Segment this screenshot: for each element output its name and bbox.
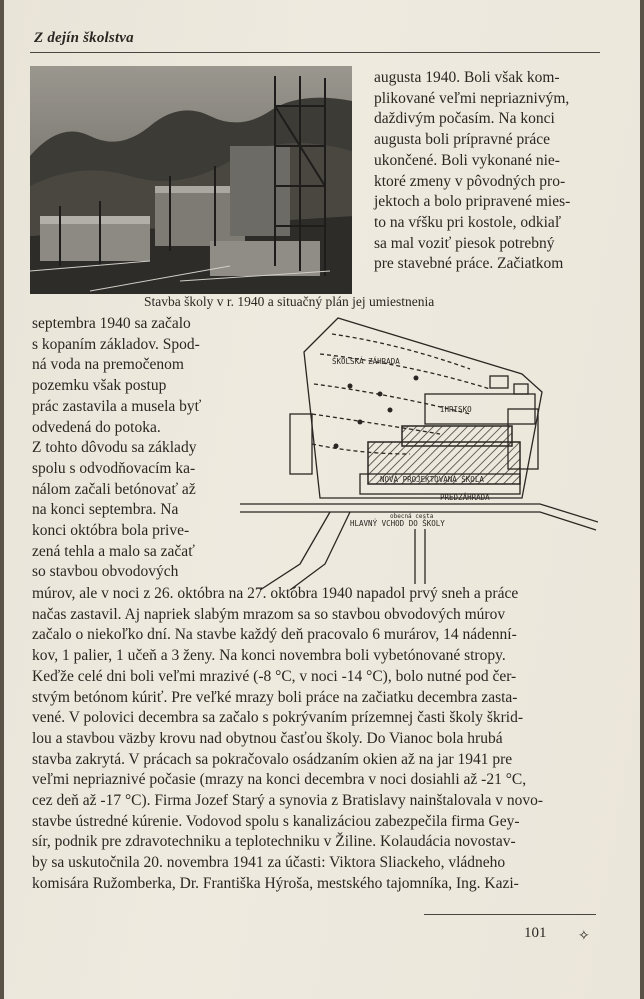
page-number: 101 [524,925,547,941]
footer-rule [424,914,596,915]
text-line: prác zastavila a musela byť [32,397,202,415]
text-line: stavbe ústredné kúrenie. Vodovod spolu s kanalizáciou zabezpečila firma Gey- [32,812,520,830]
header-rule [30,52,600,53]
text-line: augusta 1940. Boli však kom- [374,69,560,86]
text-line: to na vŕšku pri kostole, odkiaľ [374,213,562,231]
text-line: začalo o niekoľko dní. Na stavbe každý deň pracovalo 6 murárov, 14 nádenní- [32,626,517,644]
plan-label-garden: ŠKOLSKÁ ZÁHRADA [332,357,400,366]
text-line: daždivým počasím. Na konci [374,110,555,128]
text-line: veľmi nepriaznivé počasie (mrazy na konci decembra v noci dosiahli až -21 °C, [32,771,527,789]
plan-label-playground: IHRISKO [440,405,472,414]
ornament-icon: ✧ [578,929,590,944]
construction-photo-drawing [30,66,352,294]
site-plan-drawing [240,314,598,590]
text-line: s kopaním základov. Spod- [32,335,200,353]
text-line: cez deň až -17 °C). Firma Jozef Starý a synovia z Bratislavy nainštalovala v novo- [32,792,544,810]
text-line: komisára Ružomberka, Dr. Františka Hýroša, mestského tajomníka, Ing. Kazi- [32,874,519,892]
text-line: načas zastavil. Aj napriek slabým mrazom sa so stavbou obvodových múrov [32,605,506,623]
plan-label-road: obecná cesta [390,513,434,520]
text-line: Keďže celé dni boli veľmi mrazivé (-8 °C, v noci -14 °C), bolo nutné pod čer- [32,667,517,685]
text-line: zená tehla a malo sa začať [32,542,195,560]
text-line: jektoch a bolo pripravené mies- [374,193,571,211]
text-line: vené. V polovici decembra sa začalo s pokrývaním prízemnej časti školy škrid- [32,709,523,727]
text-line: kov, 1 palier, 1 učeň a 3 ženy. Na konci novembra boli vybetónované stropy. [32,647,506,665]
plan-label-entrance: HLAVNÝ VCHOD DO ŠKOLY [350,519,445,528]
text-line: múrov, ale v noci z 26. októbra na 27. októbra 1940 napadol prvý sneh a práce [32,585,519,602]
text-line: pozemku však postup [32,377,167,395]
text-line: plikované veľmi nepriaznivým, [374,89,570,107]
text-line: odvedená do potoka. [32,418,161,436]
text-column-right [374,68,592,275]
text-line: sa mal voziť piesok potrebný [374,234,555,252]
text-body-full [32,584,596,895]
site-plan [240,314,598,590]
text-line: septembra 1940 sa začalo [32,315,191,332]
text-column-left [32,314,242,583]
running-head: Z dejín školstva [34,30,134,46]
text-line: Z tohto dôvodu sa základy [32,439,197,457]
text-line: by sa uskutočnila 20. novembra 1941 za účasti: Viktora Sliackeho, vládneho [32,854,506,872]
text-line: na konci septembra. Na [32,501,179,519]
text-line: sír, podnik pre zdravotechniku a teplotechniku v Žiline. Kolaudácia novostav- [32,833,516,851]
text-line: spolu s odvodňovacím ka- [32,459,196,477]
figure-caption: Stavba školy v r. 1940 a situačný plán jej umiestnenia [144,294,435,309]
plan-label-forecourt: PREDZÁHRADA [440,493,490,502]
text-line: konci októbra bola prive- [32,522,190,540]
text-line: so stavbou obvodových [32,563,179,581]
text-line: stavba zakrytá. V prácach sa pokračovalo osádzaním okien až na jar 1941 pre [32,750,513,768]
text-line: augusta boli prípravné práce [374,131,551,149]
text-line: ná voda na premočenom [32,356,184,374]
text-line: lou a stavbou väzby krovu nad obytnou časťou školy. Do Vianoc bola hrubá [32,729,503,747]
book-page [4,0,640,999]
construction-photo [30,66,352,294]
text-line: ktoré zmeny v pôvodných pro- [374,172,566,190]
plan-label-school: NOVÁ PROJEKTOVANÁ ŠKOLA [380,475,484,484]
text-line: nálom začali betónovať až [32,480,196,498]
text-line: pre stavebné práce. Začiatkom [374,255,564,273]
text-line: stvým betónom kúriť. Pre veľké mrazy boli práce na začiatku decembra zasta- [32,688,518,706]
text-line: ukončené. Boli vykonané nie- [374,151,560,169]
